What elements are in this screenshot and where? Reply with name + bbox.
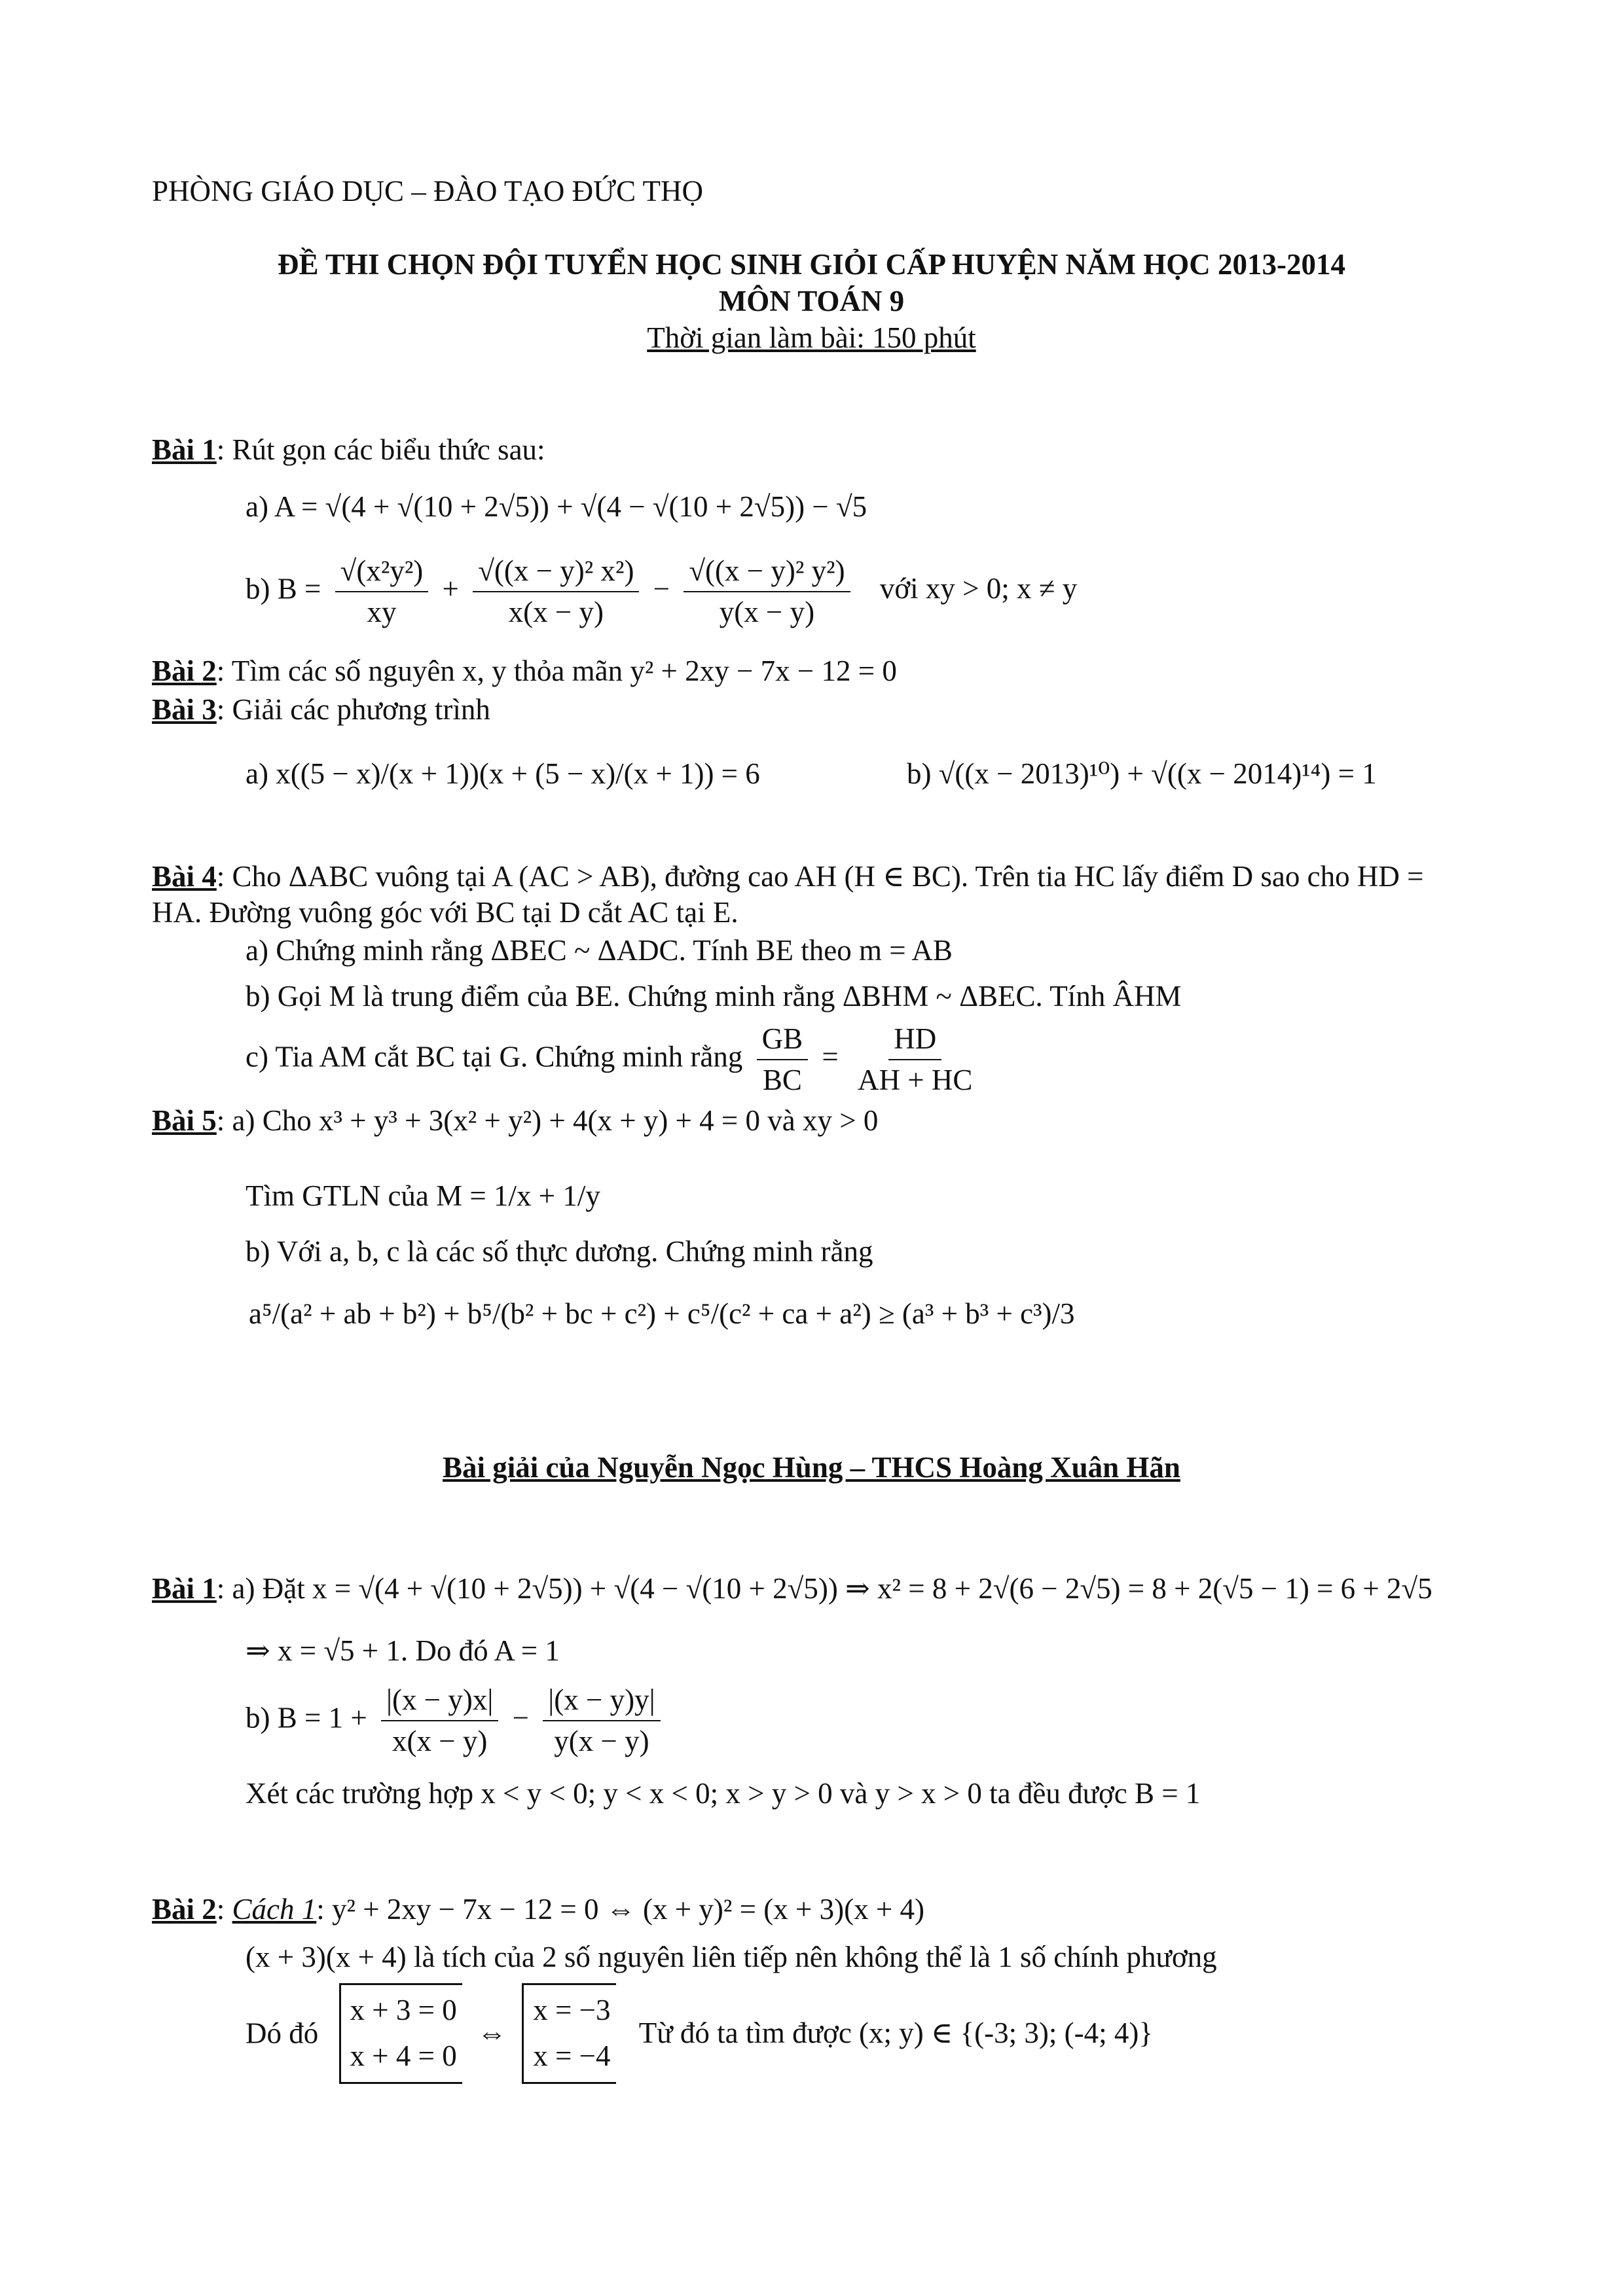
solution-1b-cases: Xét các trường hợp x < y < 0; y < x < 0; x > y > 0 và y > x > 0 ta đều được B = 1 xyxy=(246,1777,1201,1810)
fraction-denominator: y(x − y) xyxy=(554,1725,649,1757)
system-line: x = −3 xyxy=(533,1994,611,2026)
problem-2 xyxy=(152,656,897,686)
fraction-numerator: |(x − y)x| xyxy=(381,1685,498,1721)
problem-1b-prefix: b) B = xyxy=(246,572,321,605)
problem-1-heading xyxy=(152,435,545,465)
fraction-denominator: y(x − y) xyxy=(719,596,815,628)
problem-4c: c) Tia AM cắt BC tại G. Chứng minh rằng $\frac{GB}{BC}$ = $\frac{HD}{AH + HC}$ xyxy=(246,1024,984,1095)
solution-1-label: Bài 1 xyxy=(152,1572,217,1605)
problem-4-label: Bài 4 xyxy=(152,860,217,893)
fraction-denominator: AH + HC xyxy=(858,1064,973,1096)
fraction-denominator: xy xyxy=(367,596,397,628)
problem-3b: b) √((x − 2013)¹⁰) + √((x − 2014)¹⁴) = 1 xyxy=(907,757,1377,790)
problem-5b: b) Với a, b, c là các số thực dương. Chứng minh rằng xyxy=(246,1235,873,1268)
department-name: PHÒNG GIÁO DỤC – ĐÀO TẠO ĐỨC THỌ xyxy=(152,175,704,207)
problem-3a: a) x((5 − x)/(x + 1))(x + (5 − x)/(x + 1)) = 6 xyxy=(246,757,760,790)
problem-4c-fraction-2 xyxy=(852,1024,977,1095)
fraction-numerator: |(x − y)y| xyxy=(543,1685,660,1721)
problem-4-text-1: : Cho ΔABC vuông tại A (AC > AB), đường cao AH (H ∈ BC). Trên tia HC lấy điểm D sao cho HD = xyxy=(216,860,1424,893)
solution-2-label: Bài 2 xyxy=(152,1893,217,1926)
exam-time: Thời gian làm bài: 150 phút xyxy=(647,321,976,354)
solution-2-eq: : y² + 2xy − 7x − 12 = 0 ⇔ (x + y)² = (x + 3)(x + 4) xyxy=(316,1893,924,1926)
system-line: x = −4 xyxy=(533,2039,611,2072)
fraction-numerator: HD xyxy=(888,1024,941,1060)
problem-1a: a) A = √(4 + √(10 + 2√5)) + √(4 − √(10 + 2√5)) − √5 xyxy=(246,490,867,523)
problem-3-label: Bài 3 xyxy=(152,693,217,726)
problem-1-text: : Rút gọn các biểu thức sau: xyxy=(216,433,545,466)
solution-1b-prefix: b) B = 1 + xyxy=(246,1701,367,1734)
solution-2-system-1 xyxy=(339,1983,462,2084)
problem-5a-text: : a) Cho x³ + y³ + 3(x² + y²) + 4(x + y) + 4 = 0 và xy > 0 xyxy=(216,1104,879,1137)
iff-symbol: ⇔ xyxy=(477,2017,507,2050)
problem-4b: b) Gọi M là trung điểm của BE. Chứng minh rằng ΔBHM ~ ΔBEC. Tính ÂHM xyxy=(246,980,1182,1013)
fraction-numerator: √(x²y²) xyxy=(335,556,429,592)
solution-1a-result: ⇒ x = √5 + 1. Do đó A = 1 xyxy=(246,1634,560,1667)
problem-5b-inequality: a⁵/(a² + ab + b²) + b⁵/(b² + bc + c²) + c⁵/(c² + ca + a²) ≥ (a³ + b³ + c³)/3 xyxy=(249,1297,1075,1330)
problem-1b: b) B = $\frac{\text{√(x²y²)}}{xy}$ + $\frac{\text{√((x − y)² x²)}}{x(x - y)}$ − $\frac{\text{√((x − y)² y²)}}{y(x - y)}$ với xy > 0; x ≠ y xyxy=(246,554,1078,628)
problem-3-heading xyxy=(152,695,490,725)
problem-4-line-1 xyxy=(152,862,1423,891)
fraction-denominator: BC xyxy=(762,1064,802,1096)
problem-2-label: Bài 2 xyxy=(152,655,217,687)
solution-1b: b) B = 1 + $\frac{|(x - y)x|}{x(x - y)}$ − $\frac{|(x - y)y|}{y(x - y)}$ xyxy=(246,1685,667,1756)
fraction-denominator: x(x − y) xyxy=(392,1725,488,1757)
problem-1b-fraction-1 xyxy=(335,556,429,627)
exam-subject: MÔN TOÁN 9 xyxy=(718,285,905,317)
solution-2-method: Cách 1 xyxy=(232,1893,317,1926)
problem-5-label: Bài 5 xyxy=(152,1104,217,1137)
solution-1a xyxy=(152,1574,1432,1604)
solution-1a-text: : a) Đặt x = √(4 + √(10 + 2√5)) + √(4 − √(10 + 2√5)) ⇒ x² = 8 + 2√(6 − 2√5) = 8 + 2(√5 − 1) = 6 + 2√5 xyxy=(216,1572,1432,1605)
problem-5a xyxy=(152,1106,878,1136)
problem-3-text: : Giải các phương trình xyxy=(216,693,490,726)
problem-4c-fraction-1 xyxy=(757,1024,809,1095)
problem-4c-prefix: c) Tia AM cắt BC tại G. Chứng minh rằng xyxy=(246,1040,743,1073)
problem-2-text: : Tìm các số nguyên x, y thỏa mãn y² + 2xy − 7x − 12 = 0 xyxy=(216,655,897,687)
solution-2-result: Từ đó ta tìm được (x; y) ∈ {(-3; 3); (-4; 4)} xyxy=(638,2017,1153,2050)
solution-2-system-2 xyxy=(522,1983,615,2084)
solution-2-text: (x + 3)(x + 4) là tích của 2 số nguyên liên tiếp nên không thể là 1 số chính phương xyxy=(246,1941,1217,1973)
fraction-numerator: √((x − y)² x²) xyxy=(473,556,639,592)
solution-2-system xyxy=(246,1983,1153,2084)
system-line: x + 4 = 0 xyxy=(350,2039,457,2072)
problem-1-label: Bài 1 xyxy=(152,433,217,466)
problem-1b-fraction-2 xyxy=(473,556,639,627)
solution-title: Bài giải của Nguyễn Ngọc Hùng – THCS Hoàng Xuân Hãn xyxy=(443,1451,1180,1484)
exam-title: ĐỀ THI CHỌN ĐỘI TUYỂN HỌC SINH GIỎI CẤP HUYỆN NĂM HỌC 2013-2014 xyxy=(278,248,1345,281)
fraction-denominator: x(x − y) xyxy=(508,596,604,628)
problem-4-line-2: HA. Đường vuông góc với BC tại D cắt AC tại E. xyxy=(152,896,739,929)
solution-2-equation: Bài 2: Cách 1: y² + 2xy − 7x − 12 = 0 ⇔ (x + y)² = (x + 3)(x + 4) xyxy=(152,1893,924,1926)
problem-1b-condition: với xy > 0; x ≠ y xyxy=(879,572,1078,605)
fraction-numerator: √((x − y)² y²) xyxy=(684,556,850,592)
fraction-numerator: GB xyxy=(757,1024,809,1060)
solution-1b-fraction-1 xyxy=(381,1685,498,1756)
problem-1b-fraction-3 xyxy=(684,556,850,627)
system-line: x + 3 = 0 xyxy=(350,1994,457,2026)
problem-4a: a) Chứng minh rằng ΔBEC ~ ΔADC. Tính BE theo m = AB xyxy=(246,934,953,967)
problem-5a-find: Tìm GTLN của M = 1/x + 1/y xyxy=(246,1179,600,1212)
solution-1b-fraction-2 xyxy=(543,1685,660,1756)
solution-2-do-do: Dó đó xyxy=(246,2017,319,2050)
